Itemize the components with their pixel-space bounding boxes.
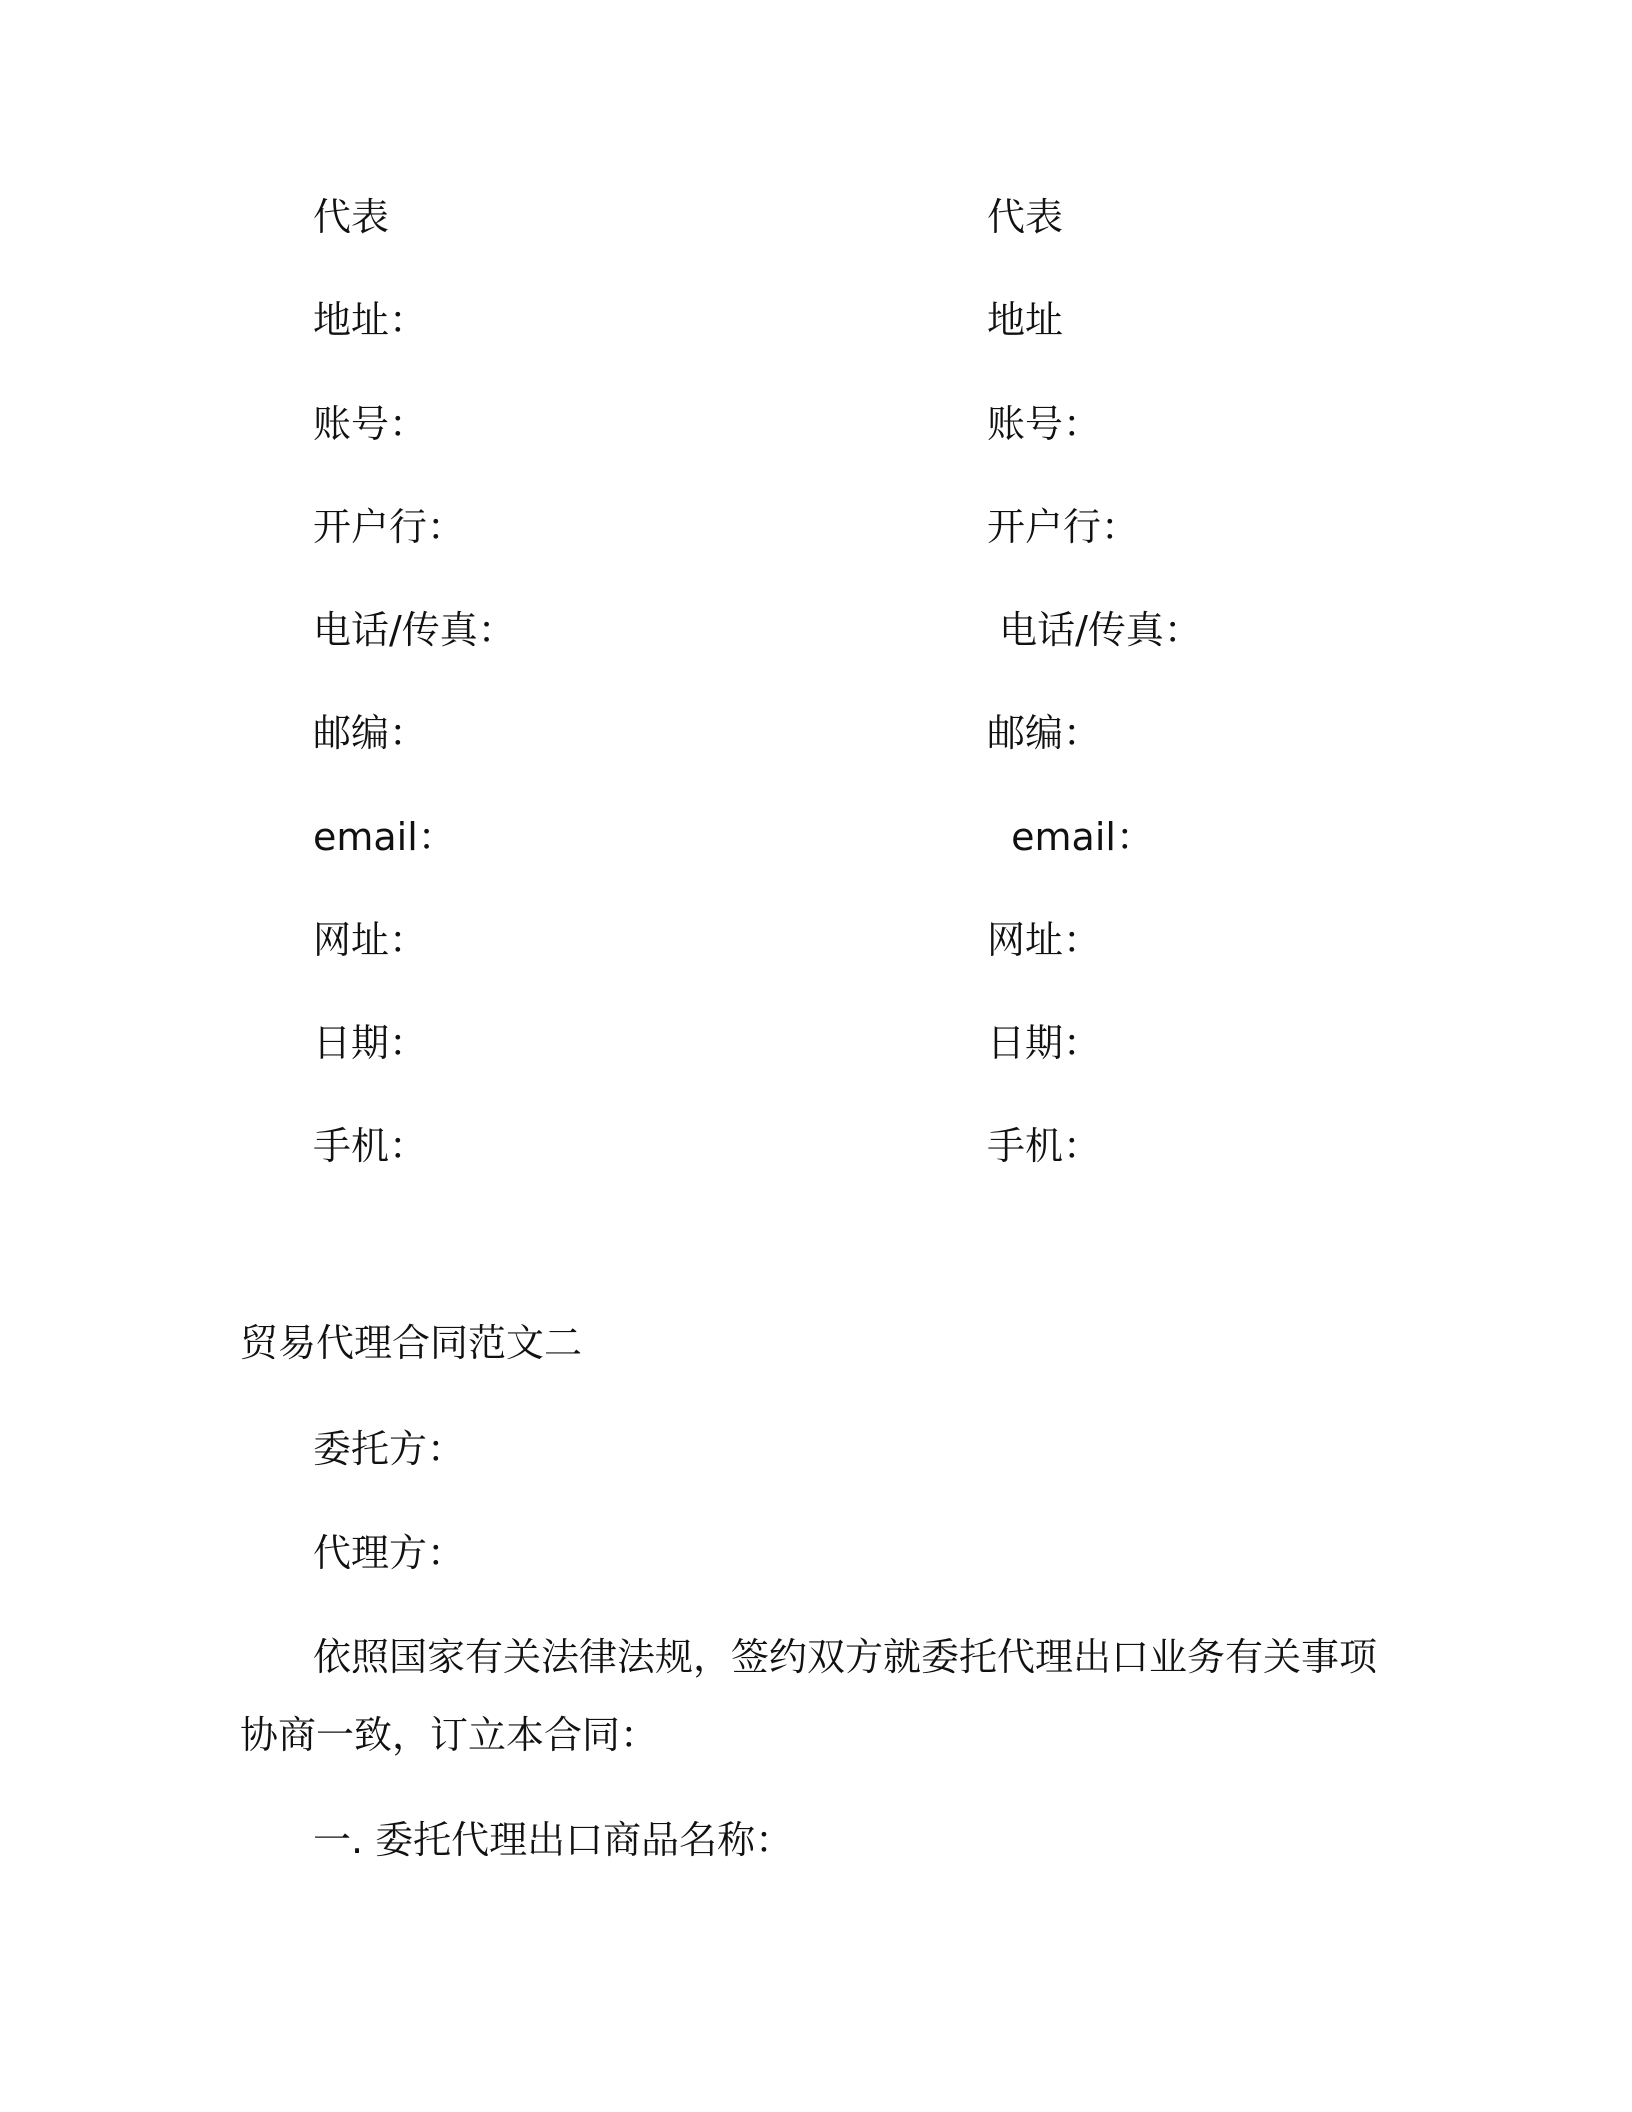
right-bank: 开户行： bbox=[987, 505, 1140, 549]
right-email: email： bbox=[987, 815, 1154, 859]
right-address: 地址 bbox=[987, 298, 1064, 342]
clause-1-heading: 一. 委托代理出口商品名称： bbox=[313, 1818, 794, 1862]
left-date: 日期： bbox=[313, 1021, 428, 1065]
right-account: 账号： bbox=[987, 402, 1102, 446]
left-bank: 开户行： bbox=[313, 505, 466, 549]
right-website: 网址： bbox=[987, 918, 1102, 962]
left-address: 地址： bbox=[313, 298, 428, 342]
left-email: email： bbox=[313, 815, 456, 859]
left-postcode: 邮编： bbox=[313, 711, 428, 755]
left-mobile: 手机： bbox=[313, 1124, 428, 1168]
right-mobile: 手机： bbox=[987, 1124, 1102, 1168]
left-website: 网址： bbox=[313, 918, 428, 962]
left-representative: 代表 bbox=[313, 195, 390, 239]
right-representative: 代表 bbox=[987, 195, 1064, 239]
intro-paragraph-line1: 依照国家有关法律法规，签约双方就委托代理出口业务有关事项 bbox=[313, 1635, 1378, 1679]
right-postcode: 邮编： bbox=[987, 711, 1102, 755]
left-phone-fax: 电话/传真： bbox=[313, 608, 516, 652]
principal-label: 委托方： bbox=[313, 1427, 466, 1471]
left-account: 账号： bbox=[313, 402, 428, 446]
right-date: 日期： bbox=[987, 1021, 1102, 1065]
intro-paragraph-line2: 协商一致，订立本合同： bbox=[240, 1713, 659, 1757]
agent-label: 代理方： bbox=[313, 1531, 466, 1575]
right-phone-fax: 电话/传真： bbox=[987, 608, 1202, 652]
contract-title: 贸易代理合同范文二 bbox=[240, 1321, 583, 1365]
